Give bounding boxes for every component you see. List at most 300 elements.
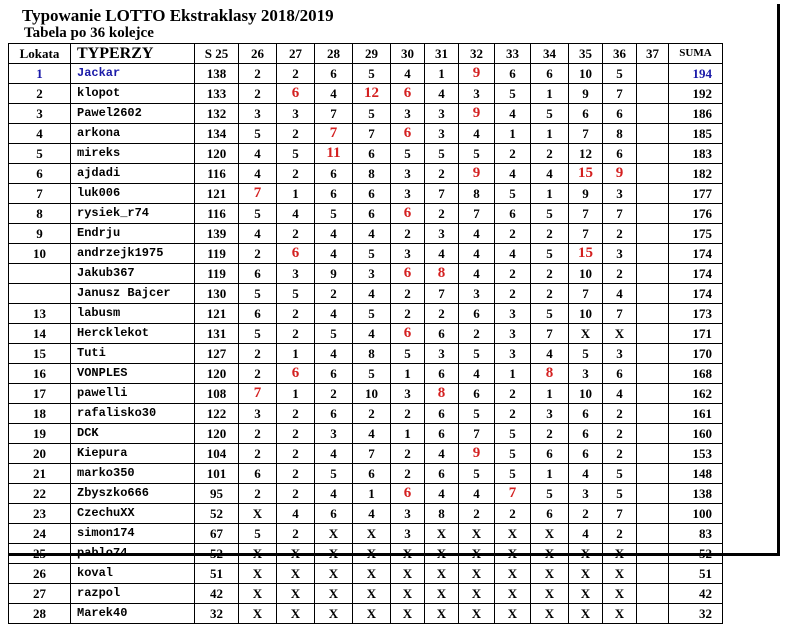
round-score-cell: X: [495, 564, 531, 584]
round-score-cell: 4: [315, 344, 353, 364]
round-score-cell: X: [495, 524, 531, 544]
round-score-cell: 1: [277, 184, 315, 204]
round-score-cell: 2: [239, 424, 277, 444]
round-score-cell: [637, 464, 669, 484]
s25-cell: 52: [195, 504, 239, 524]
round-score-cell: 3: [391, 524, 425, 544]
round-score-cell: 2: [277, 164, 315, 184]
round-score-cell: [637, 584, 669, 604]
round-score-cell: 3: [425, 224, 459, 244]
round-score-cell: 4: [569, 464, 603, 484]
round-score-cell: 5: [353, 304, 391, 324]
round-score-cell: 3: [603, 244, 637, 264]
round-score-cell: [637, 364, 669, 384]
round-score-cell: [637, 164, 669, 184]
s25-cell: 120: [195, 144, 239, 164]
round-score-cell: 2: [569, 504, 603, 524]
round-score-cell: 2: [603, 224, 637, 244]
round-score-cell: 2: [391, 224, 425, 244]
player-name-cell: razpol: [71, 584, 195, 604]
player-name-cell: Jackar: [71, 64, 195, 84]
total-cell: 182: [669, 164, 723, 184]
header-round-36: 36: [603, 44, 637, 64]
round-score-cell: 6: [531, 64, 569, 84]
table-row: [9, 604, 723, 624]
round-score-cell: 3: [353, 264, 391, 284]
total-cell: 42: [669, 584, 723, 604]
standings-table: [8, 43, 723, 624]
round-score-cell: 5: [391, 344, 425, 364]
round-score-cell: 5: [459, 464, 495, 484]
round-score-cell: X: [425, 604, 459, 624]
round-score-cell: 3: [531, 404, 569, 424]
round-score-cell: 1: [495, 364, 531, 384]
round-score-cell: 2: [425, 204, 459, 224]
round-score-cell: 4: [277, 504, 315, 524]
round-score-cell: 2: [531, 284, 569, 304]
round-score-cell: X: [569, 324, 603, 344]
page-title: Typowanie LOTTO Ekstraklasy 2018/2019: [22, 6, 334, 25]
round-score-cell: 7: [569, 204, 603, 224]
round-score-cell: 2: [495, 384, 531, 404]
round-score-cell: 2: [495, 224, 531, 244]
round-score-cell: [637, 284, 669, 304]
total-cell: 32: [669, 604, 723, 624]
s25-cell: 51: [195, 564, 239, 584]
round-score-cell: 9: [315, 264, 353, 284]
rank-cell: 23: [9, 504, 71, 524]
s25-cell: 130: [195, 284, 239, 304]
total-cell: 176: [669, 204, 723, 224]
round-score-cell: 2: [277, 424, 315, 444]
round-score-cell: 5: [531, 104, 569, 124]
round-score-cell: 6: [315, 164, 353, 184]
table-row: [9, 64, 723, 84]
round-score-cell: 2: [277, 404, 315, 424]
player-name-cell: rafalisko30: [71, 404, 195, 424]
round-score-cell: 7: [353, 444, 391, 464]
round-score-cell: [637, 404, 669, 424]
rank-cell: 10: [9, 244, 71, 264]
player-name-cell: Hercklekot: [71, 324, 195, 344]
round-score-cell: 4: [277, 204, 315, 224]
round-score-cell: 2: [239, 244, 277, 264]
rank-cell: 3: [9, 104, 71, 124]
s25-cell: 119: [195, 264, 239, 284]
round-score-cell: 6: [391, 84, 425, 104]
round-score-cell: X: [353, 604, 391, 624]
round-score-cell: 5: [495, 444, 531, 464]
round-score-cell: 8: [425, 264, 459, 284]
round-score-cell: [637, 424, 669, 444]
round-score-cell: 5: [531, 304, 569, 324]
table-row: [9, 304, 723, 324]
s25-cell: 138: [195, 64, 239, 84]
player-name-cell: DCK: [71, 424, 195, 444]
round-score-cell: 4: [459, 364, 495, 384]
round-score-cell: 1: [531, 84, 569, 104]
round-score-cell: X: [391, 564, 425, 584]
round-score-cell: [637, 264, 669, 284]
round-score-cell: 2: [239, 444, 277, 464]
round-score-cell: 2: [277, 304, 315, 324]
s25-cell: 134: [195, 124, 239, 144]
round-score-cell: 6: [353, 464, 391, 484]
header-round-35: 35: [569, 44, 603, 64]
round-score-cell: 8: [353, 344, 391, 364]
rank-cell: 6: [9, 164, 71, 184]
round-score-cell: 6: [353, 144, 391, 164]
round-score-cell: 1: [531, 124, 569, 144]
table-row: [9, 324, 723, 344]
round-score-cell: 4: [239, 224, 277, 244]
round-score-cell: [637, 604, 669, 624]
round-score-cell: 2: [495, 504, 531, 524]
round-score-cell: 5: [495, 464, 531, 484]
header-typerzy: TYPERZY: [71, 44, 195, 64]
round-score-cell: 2: [531, 424, 569, 444]
round-score-cell: 6: [495, 64, 531, 84]
table-row: [9, 144, 723, 164]
total-cell: 162: [669, 384, 723, 404]
round-score-cell: 6: [531, 444, 569, 464]
table-row: [9, 124, 723, 144]
round-score-cell: 2: [239, 484, 277, 504]
round-score-cell: 6: [495, 204, 531, 224]
round-score-cell: 4: [353, 424, 391, 444]
round-score-cell: 1: [531, 384, 569, 404]
round-score-cell: X: [315, 604, 353, 624]
round-score-cell: 6: [315, 64, 353, 84]
round-score-cell: 2: [391, 304, 425, 324]
round-score-cell: 3: [277, 104, 315, 124]
round-score-cell: 3: [495, 324, 531, 344]
round-score-cell: 2: [459, 504, 495, 524]
round-score-cell: X: [603, 604, 637, 624]
round-score-cell: X: [531, 604, 569, 624]
round-score-cell: 5: [239, 124, 277, 144]
round-score-cell: X: [603, 584, 637, 604]
round-score-cell: 4: [425, 244, 459, 264]
round-score-cell: 4: [315, 304, 353, 324]
round-score-cell: 9: [459, 104, 495, 124]
round-score-cell: 2: [603, 264, 637, 284]
round-score-cell: 6: [391, 484, 425, 504]
total-cell: 186: [669, 104, 723, 124]
round-score-cell: 1: [495, 124, 531, 144]
s25-cell: 127: [195, 344, 239, 364]
round-score-cell: 2: [239, 344, 277, 364]
round-score-cell: 9: [459, 444, 495, 464]
rank-cell: [9, 284, 71, 304]
total-cell: 161: [669, 404, 723, 424]
round-score-cell: X: [353, 544, 391, 564]
round-score-cell: 6: [531, 504, 569, 524]
round-score-cell: X: [603, 324, 637, 344]
round-score-cell: X: [315, 584, 353, 604]
s25-cell: 101: [195, 464, 239, 484]
player-name-cell: koval: [71, 564, 195, 584]
s25-cell: 116: [195, 204, 239, 224]
total-cell: 194: [669, 64, 723, 84]
player-name-cell: simon174: [71, 524, 195, 544]
header-s25: S 25: [195, 44, 239, 64]
round-score-cell: 3: [425, 104, 459, 124]
rank-cell: 24: [9, 524, 71, 544]
rank-cell: [9, 264, 71, 284]
round-score-cell: 7: [315, 104, 353, 124]
s25-cell: 32: [195, 604, 239, 624]
round-score-cell: X: [531, 564, 569, 584]
round-score-cell: 2: [277, 224, 315, 244]
round-score-cell: 2: [603, 524, 637, 544]
round-score-cell: [637, 564, 669, 584]
round-score-cell: 4: [569, 524, 603, 544]
round-score-cell: 6: [315, 504, 353, 524]
rank-cell: 7: [9, 184, 71, 204]
round-score-cell: 4: [425, 84, 459, 104]
total-cell: 174: [669, 284, 723, 304]
round-score-cell: 5: [603, 64, 637, 84]
table-row: [9, 544, 723, 564]
round-score-cell: 4: [531, 164, 569, 184]
player-name-cell: pawelli: [71, 384, 195, 404]
round-score-cell: 2: [391, 464, 425, 484]
table-row: [9, 564, 723, 584]
rank-cell: 25: [9, 544, 71, 564]
round-score-cell: 4: [315, 84, 353, 104]
player-name-cell: Janusz Bajcer: [71, 284, 195, 304]
header-round-32: 32: [459, 44, 495, 64]
round-score-cell: 8: [603, 124, 637, 144]
round-score-cell: X: [495, 544, 531, 564]
round-score-cell: 6: [603, 364, 637, 384]
round-score-cell: 4: [459, 224, 495, 244]
round-score-cell: 5: [603, 484, 637, 504]
round-score-cell: [637, 104, 669, 124]
player-name-cell: Pawel2602: [71, 104, 195, 124]
round-score-cell: 4: [425, 444, 459, 464]
round-score-cell: 7: [569, 224, 603, 244]
round-score-cell: [637, 84, 669, 104]
round-score-cell: X: [391, 584, 425, 604]
table-row: [9, 344, 723, 364]
header-round-29: 29: [353, 44, 391, 64]
round-score-cell: X: [353, 584, 391, 604]
round-score-cell: [637, 324, 669, 344]
round-score-cell: 5: [277, 144, 315, 164]
round-score-cell: 6: [391, 264, 425, 284]
round-score-cell: 6: [459, 304, 495, 324]
rank-cell: 19: [9, 424, 71, 444]
round-score-cell: 4: [315, 244, 353, 264]
rank-cell: 26: [9, 564, 71, 584]
round-score-cell: [637, 444, 669, 464]
round-score-cell: X: [239, 584, 277, 604]
round-score-cell: 3: [391, 244, 425, 264]
round-score-cell: 5: [315, 324, 353, 344]
round-score-cell: 6: [569, 424, 603, 444]
round-score-cell: 2: [277, 444, 315, 464]
round-score-cell: 6: [425, 404, 459, 424]
round-score-cell: 3: [459, 84, 495, 104]
round-score-cell: X: [239, 544, 277, 564]
round-score-cell: X: [315, 564, 353, 584]
total-cell: 170: [669, 344, 723, 364]
header-lokata: Lokata: [9, 44, 71, 64]
table-row: [9, 464, 723, 484]
rank-cell: 28: [9, 604, 71, 624]
header-row: [9, 44, 723, 64]
round-score-cell: 2: [239, 84, 277, 104]
table-row: [9, 164, 723, 184]
round-score-cell: X: [425, 544, 459, 564]
player-name-cell: andrzejk1975: [71, 244, 195, 264]
round-score-cell: 2: [391, 284, 425, 304]
player-name-cell: mireks: [71, 144, 195, 164]
round-score-cell: [637, 544, 669, 564]
round-score-cell: 6: [569, 444, 603, 464]
round-score-cell: [637, 124, 669, 144]
round-score-cell: 11: [315, 144, 353, 164]
round-score-cell: 5: [531, 244, 569, 264]
round-score-cell: 7: [569, 124, 603, 144]
player-name-cell: labusm: [71, 304, 195, 324]
round-score-cell: 6: [603, 104, 637, 124]
total-cell: 138: [669, 484, 723, 504]
round-score-cell: 2: [277, 124, 315, 144]
round-score-cell: X: [495, 604, 531, 624]
player-name-cell: CzechuXX: [71, 504, 195, 524]
round-score-cell: 5: [569, 344, 603, 364]
rank-cell: 17: [9, 384, 71, 404]
round-score-cell: X: [239, 504, 277, 524]
round-score-cell: 7: [459, 204, 495, 224]
round-score-cell: 6: [391, 124, 425, 144]
total-cell: 168: [669, 364, 723, 384]
total-cell: 51: [669, 564, 723, 584]
round-score-cell: 1: [531, 464, 569, 484]
total-cell: 153: [669, 444, 723, 464]
round-score-cell: [637, 144, 669, 164]
round-score-cell: 3: [569, 484, 603, 504]
total-cell: 160: [669, 424, 723, 444]
rank-cell: 4: [9, 124, 71, 144]
table-row: [9, 404, 723, 424]
round-score-cell: X: [459, 584, 495, 604]
rank-cell: 8: [9, 204, 71, 224]
round-score-cell: 2: [495, 284, 531, 304]
round-score-cell: X: [277, 584, 315, 604]
round-score-cell: 10: [569, 304, 603, 324]
round-score-cell: 4: [531, 344, 569, 364]
round-score-cell: 9: [569, 184, 603, 204]
rank-cell: 9: [9, 224, 71, 244]
player-name-cell: Jakub367: [71, 264, 195, 284]
total-cell: 183: [669, 144, 723, 164]
player-name-cell: luk006: [71, 184, 195, 204]
round-score-cell: X: [459, 524, 495, 544]
player-name-cell: Tuti: [71, 344, 195, 364]
round-score-cell: X: [391, 544, 425, 564]
round-score-cell: 12: [353, 84, 391, 104]
round-score-cell: 2: [603, 424, 637, 444]
rank-cell: 1: [9, 64, 71, 84]
round-score-cell: 6: [277, 244, 315, 264]
round-score-cell: X: [569, 604, 603, 624]
round-score-cell: [637, 304, 669, 324]
round-score-cell: 6: [425, 424, 459, 444]
header-round-34: 34: [531, 44, 569, 64]
round-score-cell: 3: [391, 504, 425, 524]
s25-cell: 120: [195, 364, 239, 384]
round-score-cell: 4: [353, 284, 391, 304]
round-score-cell: 5: [239, 324, 277, 344]
round-score-cell: 7: [353, 124, 391, 144]
round-score-cell: 4: [495, 164, 531, 184]
s25-cell: 131: [195, 324, 239, 344]
round-score-cell: 6: [459, 384, 495, 404]
s25-cell: 121: [195, 184, 239, 204]
round-score-cell: 6: [425, 464, 459, 484]
round-score-cell: 5: [603, 464, 637, 484]
round-score-cell: 5: [239, 204, 277, 224]
total-cell: 52: [669, 544, 723, 564]
round-score-cell: 2: [531, 144, 569, 164]
round-score-cell: 1: [353, 484, 391, 504]
round-score-cell: 2: [459, 324, 495, 344]
total-cell: 148: [669, 464, 723, 484]
table-row: [9, 244, 723, 264]
round-score-cell: [637, 344, 669, 364]
table-row: [9, 184, 723, 204]
round-score-cell: 4: [603, 284, 637, 304]
round-score-cell: 2: [277, 64, 315, 84]
round-score-cell: X: [459, 544, 495, 564]
round-score-cell: 6: [277, 364, 315, 384]
round-score-cell: 1: [531, 184, 569, 204]
round-score-cell: 3: [495, 304, 531, 324]
round-score-cell: 9: [459, 164, 495, 184]
round-score-cell: 1: [425, 64, 459, 84]
round-score-cell: 6: [391, 324, 425, 344]
table-row: [9, 584, 723, 604]
round-score-cell: 4: [239, 144, 277, 164]
round-score-cell: 7: [239, 384, 277, 404]
round-score-cell: 1: [277, 384, 315, 404]
round-score-cell: 5: [391, 144, 425, 164]
total-cell: 177: [669, 184, 723, 204]
rank-cell: 20: [9, 444, 71, 464]
total-cell: 185: [669, 124, 723, 144]
player-name-cell: pablo74: [71, 544, 195, 564]
s25-cell: 121: [195, 304, 239, 324]
round-score-cell: 5: [495, 84, 531, 104]
round-score-cell: 6: [353, 204, 391, 224]
s25-cell: 42: [195, 584, 239, 604]
round-score-cell: 4: [459, 244, 495, 264]
round-score-cell: 7: [495, 484, 531, 504]
total-cell: 174: [669, 244, 723, 264]
round-score-cell: 2: [603, 444, 637, 464]
round-score-cell: 6: [315, 364, 353, 384]
player-name-cell: marko350: [71, 464, 195, 484]
round-score-cell: 7: [315, 124, 353, 144]
round-score-cell: 5: [239, 284, 277, 304]
round-score-cell: X: [459, 604, 495, 624]
round-score-cell: 9: [569, 84, 603, 104]
table-row: [9, 364, 723, 384]
